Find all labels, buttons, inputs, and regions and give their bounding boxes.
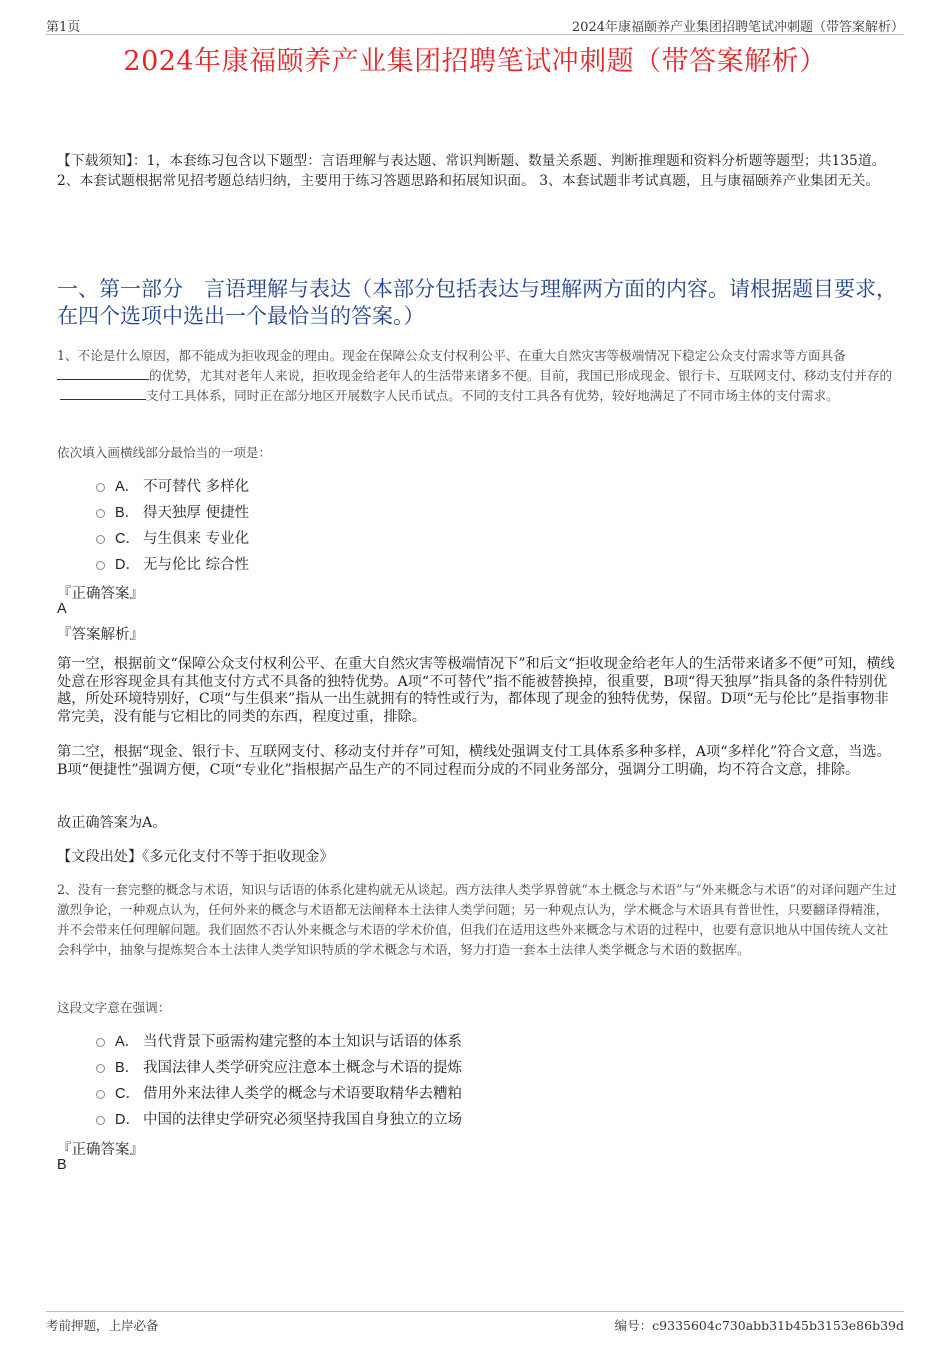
footer-slogan: 考前押题，上岸必备 <box>46 1318 159 1333</box>
section-title: 一、第一部分 言语理解与表达（本部分包括表达与理解两方面的内容。请根据题目要求，在四个选项中选出一个最恰当的答案。） <box>57 277 897 328</box>
option-c[interactable]: C． 借用外来法律人类学的概念与术语要取精华去糟粕 <box>96 1079 462 1105</box>
analysis-paragraph-1: 第一空，根据前文“保障公众支付权利公平、在重大自然灾害等极端情况下”和后文“拒收现金给老年人的生活带来诸多不便”可知，横线处意在形容现金具有其他支付方式不具备的独特优势。A项“不可替代”指不能被替换掉，很重要，B项“得天独厚”指具备的条件特别优越，所处环境特别好，C项“与生俱来”指从一出生就拥有的特性或行为，都体现了现金的独特优势，保留。D项“无与伦比”是指事物非常完美，没有能与它相比的同类的东西，程度过重，排除。 <box>57 656 895 725</box>
radio-button[interactable] <box>96 561 105 570</box>
question-1-prompt: 依次填入画横线部分最恰当的一项是： <box>57 445 272 460</box>
document-title: 2024年康福颐养产业集团招聘笔试冲刺题（带答案解析） <box>123 46 827 77</box>
question-1-text-part-c: 支付工具体系，同时正在部分地区开展数字人民币试点。不同的支付工具各有优势，较好地满足了不同市场主体的支付需求。 <box>146 388 839 403</box>
header-doc-title: 2024年康福颐养产业集团招聘笔试冲刺题（带答案解析） <box>571 20 904 35</box>
answer-analysis-label: 『答案解析』 <box>57 627 144 643</box>
question-2-prompt: 这段文字意在强调： <box>57 1000 171 1015</box>
radio-button[interactable] <box>96 483 105 492</box>
option-d[interactable]: D． 无与伦比 综合性 <box>96 550 249 576</box>
correct-answer-label: 『正确答案』 <box>57 586 144 602</box>
document-id: 编号：c9335604c730abb31b45b3153e86b39d <box>614 1318 904 1333</box>
radio-button[interactable] <box>96 1090 105 1099</box>
analysis-paragraph-2: 第二空，根据“现金、银行卡、互联网支付、移动支付并存”可知，横线处强调支付工具体系多种多样，A项“多样化”符合文意，当选。B项“便捷性”强调方便，C项“专业化”指根据产品生产的不同过程而分成的不同业务部分，强调分工明确，均不符合文意，排除。 <box>57 744 891 778</box>
question-2-text: 2、没有一套完整的概念与术语，知识与话语的体系化建构就无从谈起。西方法律人类学界曾就“本土概念与术语”与“外来概念与术语”的对译问题产生过激烈争论，一种观点认为，任何外来的概念与术语都无法阐释本土法律人类学问题；另一种观点认为，学术概念与术语具有普世性，只要翻译得精准，并不会带来任何理解问题。我们固然不否认外来概念与术语的学术价值，但我们在适用这些外来概念与术语的过程中，也要有意识地从中国传统人文社会科学中，抽象与提炼契合本土法律人类学知识特质的学术概念与术语，努力打造一套本土法律人类学概念与术语的数据库。 <box>57 882 897 957</box>
radio-button[interactable] <box>96 1064 105 1073</box>
fill-blank-1 <box>57 367 149 380</box>
page-header <box>46 14 904 35</box>
correct-answer: B <box>57 1157 67 1173</box>
fill-blank-2 <box>60 387 146 400</box>
option-c[interactable]: C． 与生俱来 专业化 <box>96 524 249 550</box>
option-b[interactable]: B． 得天独厚 便捷性 <box>96 498 249 524</box>
question-1-text-part-a: 1、不论是什么原因，都不能成为拒收现金的理由。现金在保障公众支付权利公平、在重大自然灾害等极端情况下稳定公众支付需求等方面具备 <box>57 348 846 363</box>
radio-button[interactable] <box>96 509 105 518</box>
correct-answer: A <box>57 601 67 617</box>
radio-button[interactable] <box>96 535 105 544</box>
option-b[interactable]: B． 我国法律人类学研究应注意本土概念与术语的提炼 <box>96 1053 462 1079</box>
text-source: 【文段出处】《多元化支付不等于拒收现金》 <box>57 849 334 865</box>
radio-button[interactable] <box>96 1038 105 1047</box>
page-footer <box>46 1311 904 1333</box>
question-1-text-part-b: 的优势，尤其对老年人来说，拒收现金给老年人的生活带来诸多不便。目前，我国已形成现金、银行卡、互联网支付、移动支付并存的 <box>149 368 893 383</box>
question-1-options <box>96 472 249 576</box>
radio-button[interactable] <box>96 1116 105 1125</box>
download-notice: 【下载须知】：1，本套练习包含以下题型：言语理解与表达题、常识判断题、数量关系题、判断推理题和资料分析题等题型；共135道。 2、本套试题根据常见招考题总结归纳，主要用于练习答题思路和拓展知识面。 3、本套试题非考试真题，且与康福颐养产业集团无关。 <box>57 153 886 189</box>
option-d[interactable]: D． 中国的法律史学研究必须坚持我国自身独立的立场 <box>96 1105 462 1131</box>
option-a[interactable]: A． 不可替代 多样化 <box>96 472 249 498</box>
analysis-conclusion: 故正确答案为A。 <box>57 815 167 831</box>
correct-answer-label: 『正确答案』 <box>57 1142 144 1158</box>
question-1-text <box>57 346 899 406</box>
option-a[interactable]: A． 当代背景下亟需构建完整的本土知识与话语的体系 <box>96 1027 462 1053</box>
page-number: 第1页 <box>46 20 81 35</box>
question-2-options <box>96 1027 462 1131</box>
